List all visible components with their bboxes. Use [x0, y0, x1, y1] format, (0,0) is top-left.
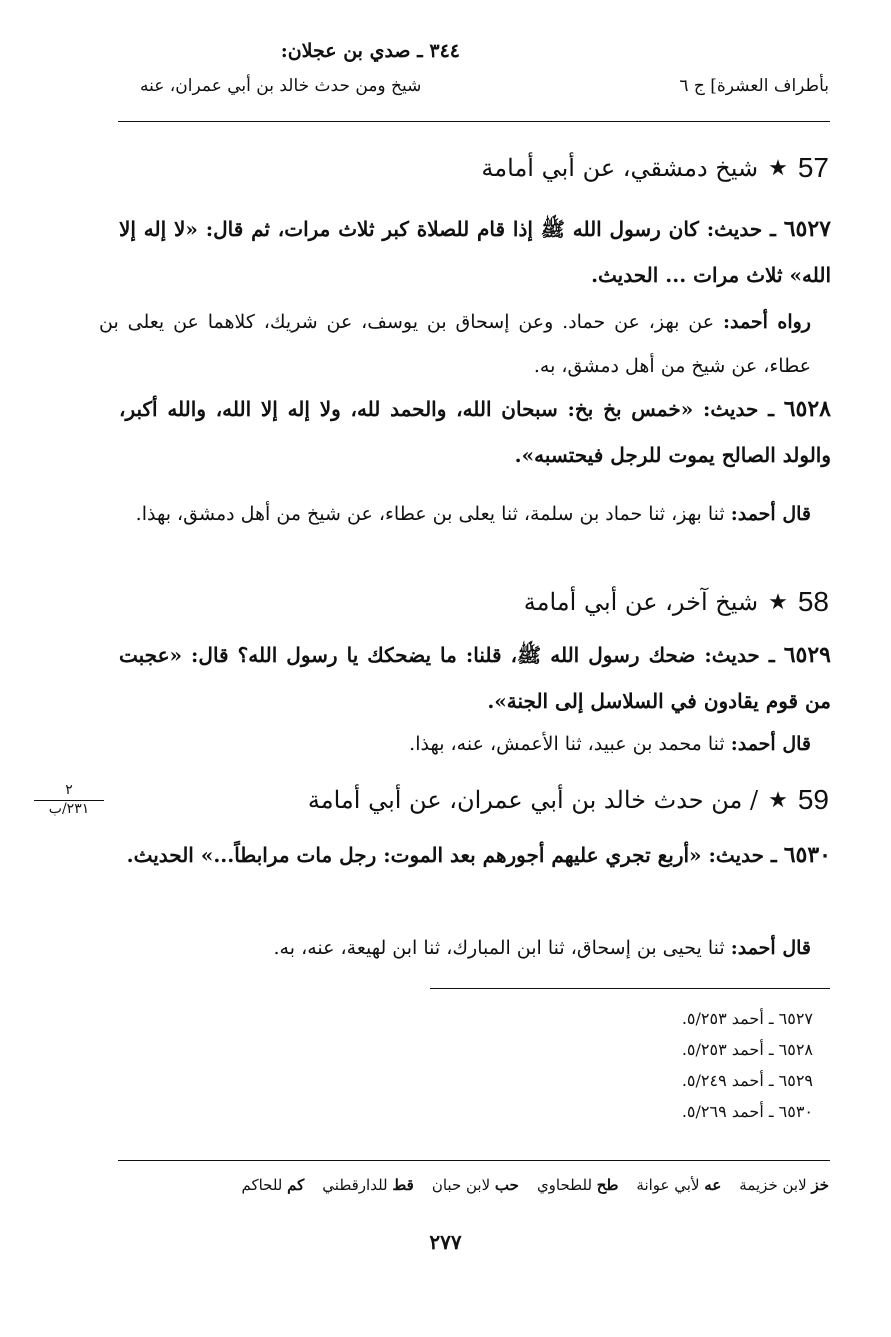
hadith-number: ٦٥٢٩ [783, 642, 831, 668]
section-heading-57 [117, 152, 829, 184]
section-heading-58 [117, 586, 829, 618]
hadith-text: ـ حديث: كان رسول الله ﷺ إذا قام للصلاة كبر ثلاث مرات، ثم قال: «لا إله إلا الله» ثلاث مرات ... الحديث. [119, 217, 831, 287]
narrator-label: قال أحمد: [730, 937, 811, 959]
section-number: 59 [797, 784, 829, 815]
footnote-rule [430, 988, 830, 989]
abbreviation-item: طح للطحاوي [536, 1176, 619, 1194]
hadith-6529 [119, 632, 831, 724]
star-icon: ★ [768, 589, 788, 615]
abbreviation-item: كم للحاكم [241, 1176, 305, 1194]
footnote-item: ٦٥٢٧ ـ أحمد ٥/٢٥٣. [681, 1009, 813, 1028]
narration-6528 [99, 492, 831, 536]
section-number: 58 [797, 586, 829, 617]
section-number: 57 [797, 152, 829, 183]
hadith-number: ٦٥٢٨ [783, 396, 831, 422]
hadith-6528 [119, 386, 831, 478]
narration-text: ثنا بهز، ثنا حماد بن سلمة، ثنا يعلى بن عطاء، عن شيخ من أهل دمشق، بهذا. [135, 503, 725, 525]
hadith-text: ـ حديث: ضحك رسول الله ﷺ، قلنا: ما يضحكك يا رسول الله؟ قال: «عجبت من قوم يقادون في السلاسل إلى الجنة». [119, 643, 831, 713]
section-title: شيخ آخر، عن أبي أمامة [523, 588, 759, 616]
narration-6527 [99, 300, 831, 388]
narration-text: عن بهز، عن حماد. وعن إسحاق بن يوسف، عن شريك، كلاهما عن يعلى بن عطاء، عن شيخ من أهل دمشق، به. [99, 311, 811, 377]
section-heading-59 [117, 784, 829, 816]
section-title: / من حدث خالد بن أبي عمران، عن أبي أمامة [307, 786, 759, 814]
hadith-6527 [119, 206, 831, 298]
narration-6530 [99, 926, 831, 970]
hadith-6530 [119, 832, 831, 878]
abbreviation-item: خز لابن خزيمة [739, 1176, 829, 1194]
running-header-subtitle: شيخ ومن حدث خالد بن أبي عمران، عنه [140, 76, 422, 96]
abbreviations-key [117, 1176, 829, 1194]
narration-6529 [99, 722, 831, 766]
header-rule [118, 121, 830, 122]
abbreviation-item: حب لابن حبان [431, 1176, 519, 1194]
star-icon: ★ [768, 787, 788, 813]
narration-text: ثنا محمد بن عبيد، ثنا الأعمش، عنه، بهذا. [409, 733, 725, 755]
narrator-label: قال أحمد: [730, 733, 811, 755]
narrator-label: قال أحمد: [730, 503, 811, 525]
abbreviation-item: عه لأبي عوانة [636, 1176, 722, 1194]
folio-note-top: ٢ [34, 782, 104, 801]
manuscript-folio-note [34, 782, 104, 817]
footnote-item: ٦٥٢٩ ـ أحمد ٥/٢٤٩. [681, 1071, 813, 1090]
abbreviations-rule [118, 1160, 830, 1161]
footnotes [513, 1003, 813, 1127]
page-number: ٢٧٧ [429, 1230, 462, 1254]
hadith-number: ٦٥٣٠ [783, 842, 831, 868]
footnote-item: ٦٥٣٠ ـ أحمد ٥/٢٦٩. [681, 1102, 813, 1121]
section-title: شيخ دمشقي، عن أبي أمامة [481, 154, 759, 182]
abbreviation-item: قط للدارقطني [322, 1176, 414, 1194]
narrator-label: رواه أحمد: [722, 311, 811, 333]
hadith-text: ـ حديث: «خمس بخ بخ: سبحان الله، والحمد لله، ولا إله إلا الله، والله أكبر، والولد الصالح يموت للرجل فيحتسبه». [119, 397, 831, 467]
footnote-item: ٦٥٢٨ ـ أحمد ٥/٢٥٣. [681, 1040, 813, 1059]
chapter-heading: ٣٤٤ ـ صدي بن عجلان: [280, 40, 460, 62]
hadith-number: ٦٥٢٧ [783, 216, 831, 242]
star-icon: ★ [768, 155, 788, 181]
hadith-text: ـ حديث: «أربع تجري عليهم أجورهم بعد الموت: رجل مات مرابطاً...» الحديث. [126, 843, 777, 867]
folio-note-bottom: ٢٣١/ب [48, 801, 90, 817]
running-header-book: بأطراف العشرة] ج ٦ [679, 76, 829, 96]
narration-text: ثنا يحيى بن إسحاق، ثنا ابن المبارك، ثنا ابن لهيعة، عنه، به. [273, 937, 725, 959]
